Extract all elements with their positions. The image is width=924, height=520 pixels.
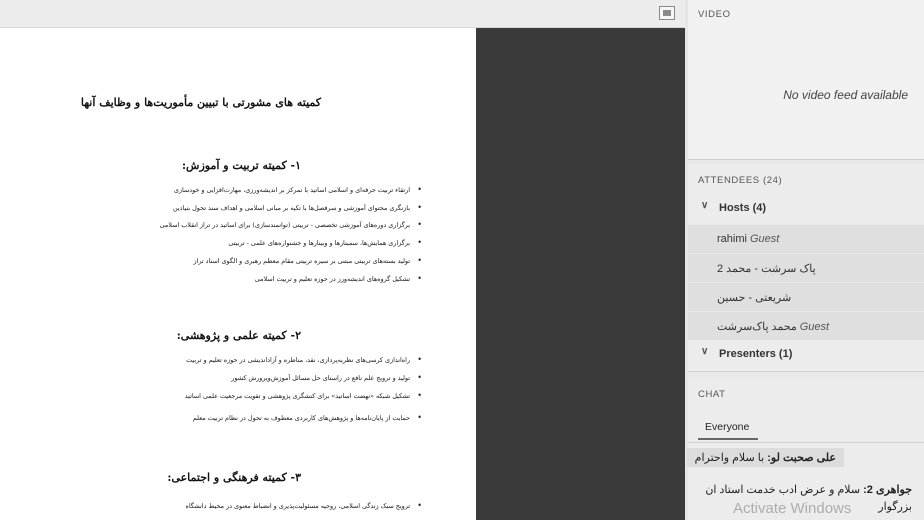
- shared-document-page: [0, 28, 476, 520]
- presenters-group-label: Presenters (1): [719, 348, 793, 360]
- document-title: کمیته های مشورتی با تبیین مأموریت‌ها و وظایف آنها: [80, 96, 321, 109]
- video-pod: [688, 0, 924, 160]
- section-heading: ۱- کمیته تربیت و آموزش:: [182, 159, 301, 172]
- document-bullet: • تولید بسته‌های تربیتی مبتنی بر سیره تربیتی مقام معظم رهبری و الگوی استاد تراز: [193, 257, 410, 265]
- attendees-pod-title: [698, 175, 782, 186]
- fullscreen-icon[interactable]: [659, 6, 675, 20]
- share-toolbar: [0, 0, 685, 28]
- chat-tab-everyone[interactable]: Everyone: [698, 418, 758, 440]
- chevron-down-icon: ∨: [701, 200, 709, 211]
- section-heading: ۲- کمیته علمی و پژوهشی:: [176, 329, 301, 342]
- document-bullet: • بازنگری محتوای آموزشی و سرفصل‌ها با تکیه بر مبانی اسلامی و اهداف سند تحول بنیادین: [173, 204, 410, 212]
- document-bullet: • حمایت از پایان‌نامه‌ها و پژوهش‌های کاربردی معطوف به تحول در نظام تربیت معلم: [193, 414, 410, 422]
- attendee-name: محمد پاک‌سرشت: [717, 321, 797, 333]
- chat-message: [687, 448, 844, 467]
- divider: [688, 442, 924, 443]
- chat-sender: جواهری 2:: [863, 484, 912, 496]
- document-bullet: • راه‌اندازی کرسی‌های نظریه‌پردازی، نقد، مناظره و آزاداندیشی در حوزه تعلیم و تربیت: [186, 356, 410, 364]
- document-bullet: • برگزاری دوره‌های آموزشی تخصصی - تربیتی (توانمندسازی) برای اساتید در تراز انقلاب اسلامی: [160, 221, 410, 229]
- attendee-name: پاک سرشت - محمد 2: [717, 263, 816, 275]
- attendee-entry: [717, 233, 779, 245]
- attendees-count: (24): [762, 175, 783, 186]
- document-bullet: • ارتقاء تربیت حرفه‌ای و اسلامی اساتید با تمرکز بر اندیشه‌ورزی، مهارت‌افزایی و خودسازی: [174, 186, 410, 194]
- document-bullet: • ترویج سبک زندگی اسلامی، روحیه مسئولیت‌پذیری و انضباط معنوی در محیط دانشگاه: [185, 502, 410, 510]
- section-heading: ۳- کمیته فرهنگی و اجتماعی:: [167, 471, 301, 484]
- attendees-pod: [688, 164, 924, 372]
- chat-pod-title: CHAT: [698, 389, 726, 400]
- presenters-group-toggle[interactable]: [688, 342, 924, 368]
- attendee-entry: [717, 262, 816, 275]
- attendee-name: شریعتی - حسین: [717, 292, 792, 304]
- hosts-group-label: Hosts (4): [719, 202, 767, 214]
- document-bullet: • تشکیل شبکه «نهضت اساتید» برای کنشگری پژوهشی و تقویت مرجعیت علمی اساتید: [185, 392, 410, 400]
- document-bullet: • برگزاری همایش‌ها، سمینارها و وبینارها و جشنواره‌های علمی - تربیتی: [228, 239, 410, 247]
- activation-watermark: Activate Windows: [733, 500, 852, 517]
- chevron-down-icon: ∨: [701, 346, 709, 357]
- attendee-entry: [717, 320, 829, 333]
- chat-sender: علی صحبت لو:: [767, 452, 836, 464]
- document-bullet: • تولید و ترویج علم نافع در راستای حل مسائل آموزش‌وپرورش کشور: [231, 374, 410, 382]
- video-pod-title: VIDEO: [698, 9, 731, 20]
- attendee-row[interactable]: [688, 282, 924, 311]
- chat-text: با سلام واحترام: [694, 452, 768, 464]
- no-video-message: No video feed available: [783, 88, 908, 102]
- attendees-label: ATTENDEES: [698, 175, 760, 186]
- attendee-row[interactable]: [688, 311, 924, 340]
- attendee-name: rahimi: [717, 233, 747, 245]
- attendee-row[interactable]: [688, 253, 924, 282]
- attendee-role: Guest: [799, 321, 830, 333]
- attendee-row[interactable]: [688, 224, 924, 253]
- hosts-group-toggle[interactable]: [688, 196, 924, 222]
- chat-text: سلام و عرض ادب خدمت استاد ان بزرگوار: [705, 484, 912, 513]
- document-bullet: • تشکیل گروه‌های اندیشه‌ورز در حوزه تعلیم و تربیت اسلامی: [255, 275, 410, 283]
- right-panel: [688, 0, 924, 520]
- attendee-entry: [717, 291, 791, 304]
- attendee-role: Guest: [749, 233, 780, 245]
- chat-pod: [688, 378, 924, 520]
